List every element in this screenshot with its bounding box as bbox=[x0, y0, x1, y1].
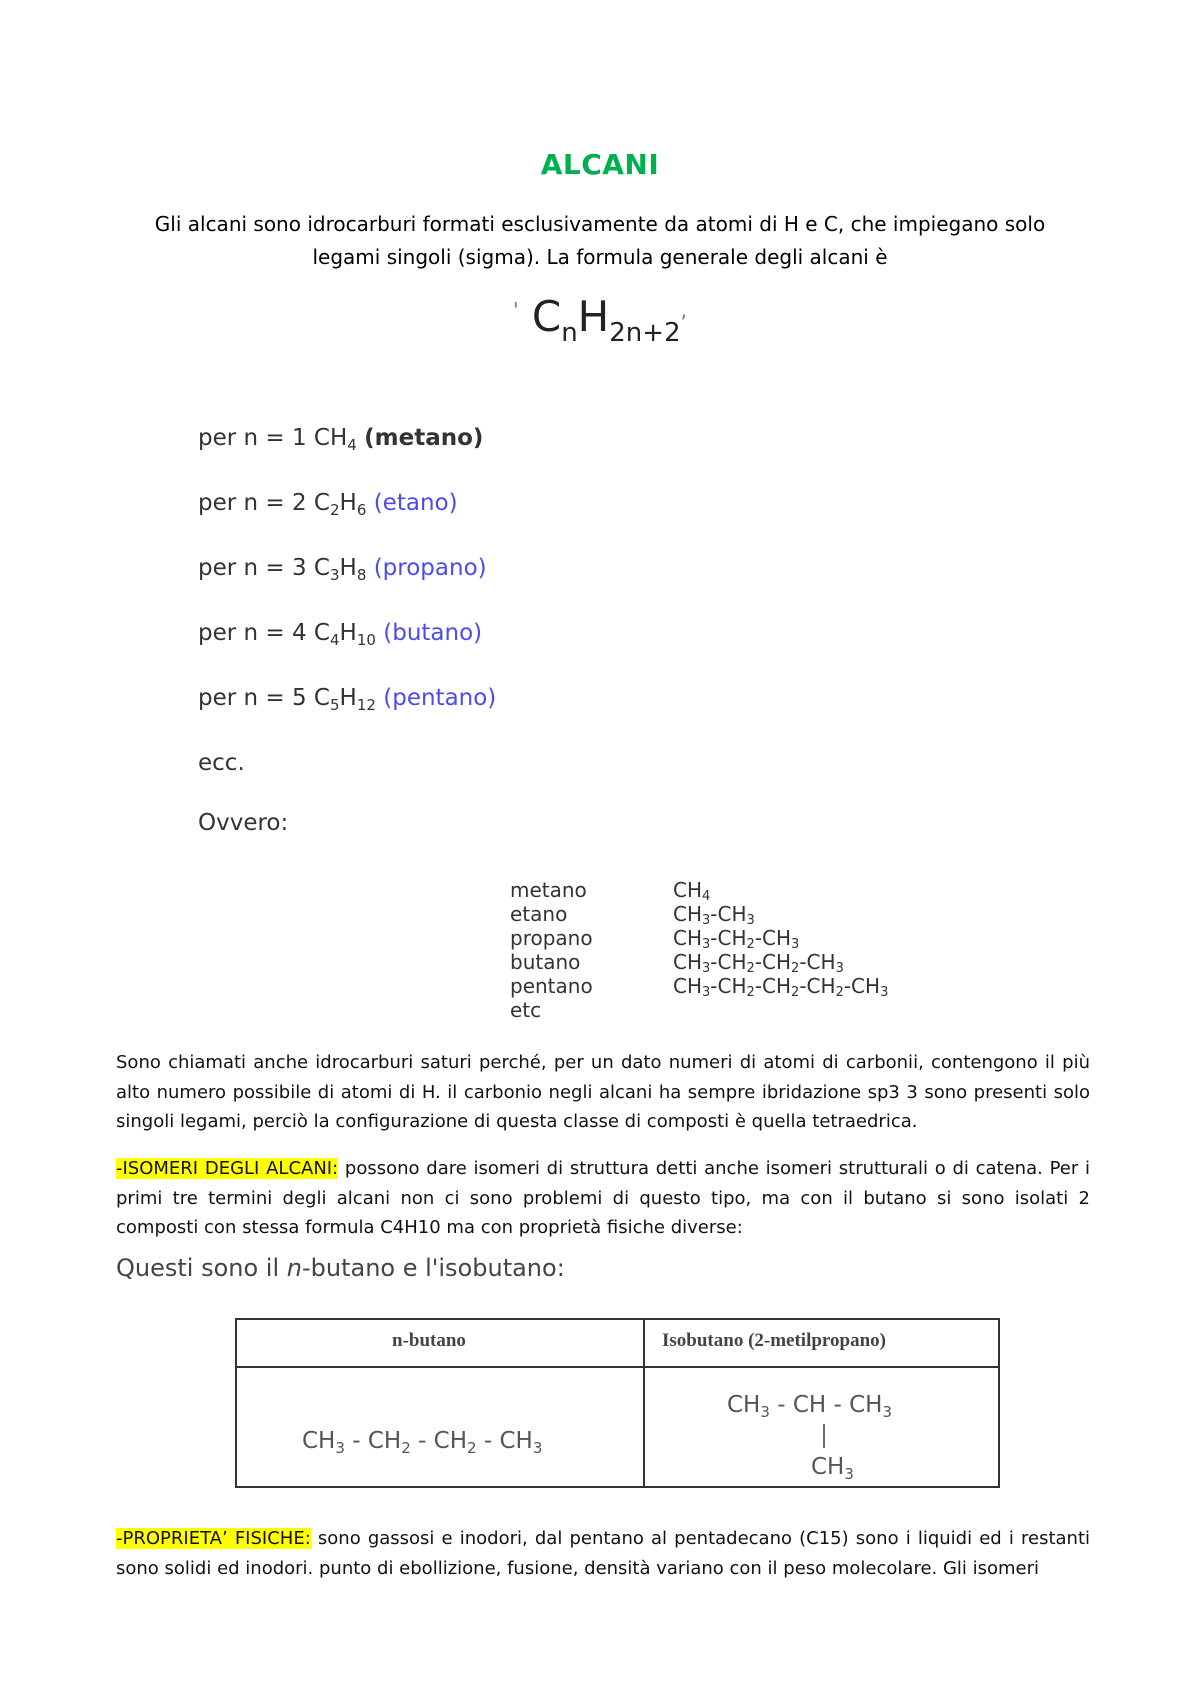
intro-paragraph: Gli alcani sono idrocarburi formati esclusivamente da atomi di H e C, che impiegano solo legami singoli (sigma). La formula generale degli alcani è bbox=[154, 212, 1046, 269]
page-title: ALCANI bbox=[540, 148, 660, 181]
ovvero-text: Ovvero: bbox=[198, 810, 289, 836]
isobutano-main-chain: $CH_3$ - CH - $CH_3$ bbox=[727, 1392, 893, 1421]
series-line-butano: per n = 4 $C_4H_{10}$ (butano) bbox=[198, 620, 483, 649]
proprieta-paragraph: -PROPRIETA’ FISICHE: sono gassosi e inodori, dal pentano al pentadecano (C15) sono i liquidi ed i restanti sono solidi ed inodori. punto di ebollizione, fusione, densità variano con il peso molecolare. Gli isomeri bbox=[116, 1528, 1090, 1579]
isomeri-paragraph: -ISOMERI DEGLI ALCANI: possono dare isomeri di struttura detti anche isomeri strutturali o di catena. Per i primi tre termini degli alcani non ci sono problemi di questo tipo, ma con il butano si sono isolati 2 composti con stessa formula C4H10 ma con proprietà fisiche diverse: bbox=[116, 1158, 1090, 1238]
document-page: ALCANI Gli alcani sono idrocarburi formati esclusivamente da atomi di H e C, che impiegano solo legami singoli (sigma). La formula generale degli alcani è ' $C_nH_{2n+2}^,$ per n = 1 $CH_4$ (metano) per n = 2 $C_2H_6$ (etano) per n = 3 $C_3H_8$ (propano) per n = 4 $C_4H_{10}$ (butano) per n = 5 $C_5H_{12}$ (pentano) ecc. Ovvero: metano $CH_4$ etano $CH_3-CH_3$ propano $CH_3-CH_2-CH_3$ butano $CH_3-CH_2-CH_2-CH_3$ pentano $CH_3-CH_2-CH_2-CH_2-CH_3$ etc Sono chiamati anche idrocarburi saturi perché, per un dato numeri di atomi di carbonii, contengono il più alto numero possibile di atomi di H. il carbonio negli alcani ha sempre ibridazione sp3 3 sono presenti solo singoli legami, perciò la configurazione di questa classe di composti è quella tetraedrica. -ISOMERI DEGLI ALCANI: possono dare isomeri di struttura detti anche isomeri strutturali o di catena. Per i primi tre termini degli alcani non ci sono problemi di questo tipo, ma con il butano si sono isolati 2 composti con stessa formula C4H10 ma con proprietà fisiche diverse: Questi sono il n-butano e l'isobutano: n-butano Isobutano (2-metilpropano) $CH_3 - CH_2 - CH_2 - CH_3$ $CH_3$ - CH - $CH_3$ $CH_3$ -PROPRIETA’ FISICHE: sono gassosi e inodori, dal pentano al pentadecano (C15) sono i liquidi ed i restanti sono solidi ed inodori. punto di ebollizione, fusione, densità variano con il peso molecolare. Gli isomeri bbox=[0, 0, 1200, 1698]
nbutano-structure: $CH_3 - CH_2 - CH_2 - CH_3$ bbox=[302, 1428, 543, 1457]
series-line-metano: per n = 1 $CH_4$ (metano) bbox=[198, 425, 484, 454]
proprieta-highlight-label: -PROPRIETA’ FISICHE: bbox=[116, 1528, 311, 1549]
branch-bond bbox=[823, 1424, 825, 1448]
butane-isomers-table bbox=[235, 1318, 1000, 1488]
saturi-paragraph: Sono chiamati anche idrocarburi saturi perché, per un dato numeri di atomi di carbonii, contengono il più alto numero possibile di atomi di H. il carbonio negli alcani ha sempre ibridazione sp3 3 sono presenti solo singoli legami, perciò la configurazione di questa classe di composti è quella tetraedrica. bbox=[116, 1052, 1090, 1132]
nbutano-header: n-butano bbox=[392, 1330, 466, 1351]
isobutano-header: Isobutano (2-metilpropano) bbox=[662, 1330, 886, 1351]
butane-isomers-heading: Questi sono il n-butano e l'isobutano: bbox=[116, 1254, 565, 1282]
isobutano-branch: $CH_3$ bbox=[811, 1454, 854, 1483]
ecc-text: ecc. bbox=[198, 750, 245, 776]
series-line-pentano: per n = 5 $C_5H_{12}$ (pentano) bbox=[198, 685, 497, 714]
series-line-etano: per n = 2 $C_2H_6$ (etano) bbox=[198, 490, 458, 519]
isomeri-highlight-label: -ISOMERI DEGLI ALCANI: bbox=[116, 1158, 339, 1179]
series-line-propano: per n = 3 $C_3H_8$ (propano) bbox=[198, 555, 487, 584]
general-formula: ' $C_nH_{2n+2}^,$ bbox=[513, 292, 687, 348]
